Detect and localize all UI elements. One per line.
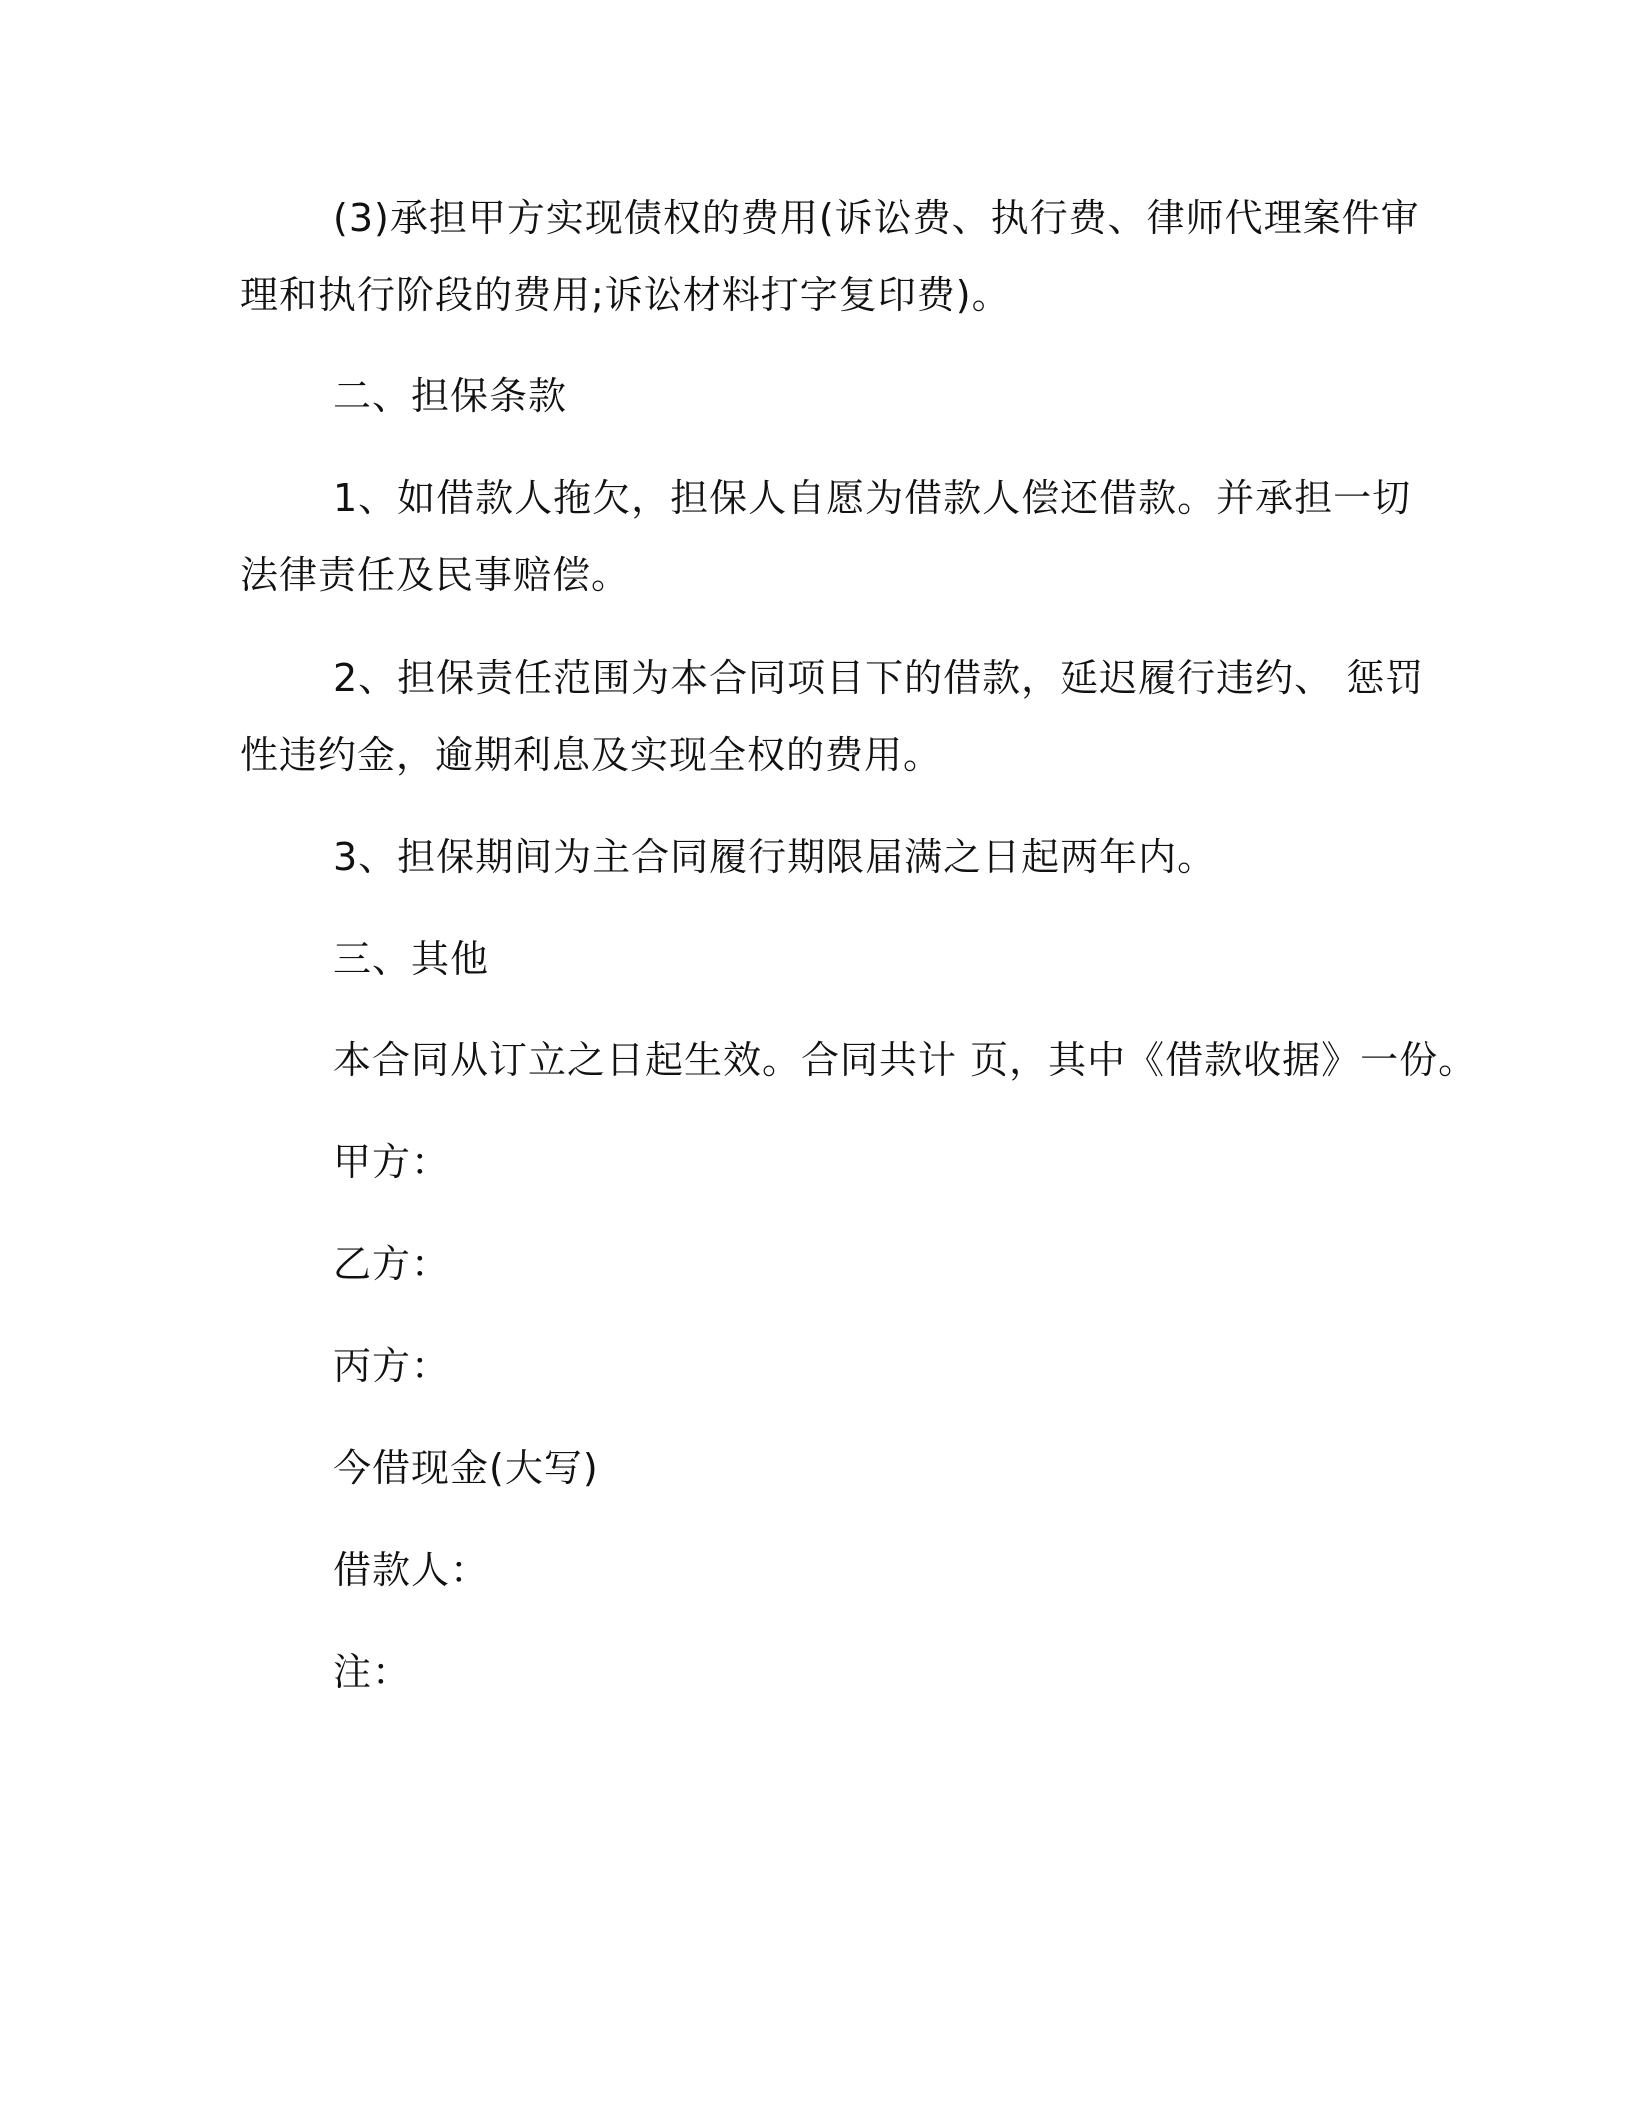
guarantee-clause-2-line-2: 性违约金，逾期利息及实现全权的费用。 (240, 733, 943, 777)
clause-3-line-1: (3)承担甲方实现债权的费用(诉讼费、执行费、律师代理案件审 (333, 196, 1420, 240)
guarantee-clause-1-line-1: 1、如借款人拖欠，担保人自愿为借款人偿还借款。并承担一切 (333, 476, 1412, 520)
note-label: 注： (333, 1650, 412, 1694)
loan-cash-label: 今借现金(大写) (333, 1446, 599, 1490)
guarantee-clause-3: 3、担保期间为主合同履行期限届满之日起两年内。 (333, 835, 1217, 879)
guarantee-clause-2-line-1: 2、担保责任范围为本合同项目下的借款，延迟履行违约、 惩罚 (333, 656, 1425, 700)
clause-3-line-2: 理和执行阶段的费用;诉讼材料打字复印费)。 (240, 273, 1011, 317)
section-heading-guarantee: 二、担保条款 (333, 374, 568, 418)
party-c-label: 丙方： (333, 1344, 451, 1388)
party-a-label: 甲方： (333, 1140, 451, 1184)
party-b-label: 乙方： (333, 1242, 451, 1286)
guarantee-clause-1-line-2: 法律责任及民事赔偿。 (240, 553, 631, 597)
section-heading-other: 三、其他 (333, 937, 490, 981)
effective-clause: 本合同从订立之日起生效。合同共计 页，其中《借款收据》一份。 (333, 1038, 1478, 1082)
borrower-label: 借款人： (333, 1548, 490, 1592)
